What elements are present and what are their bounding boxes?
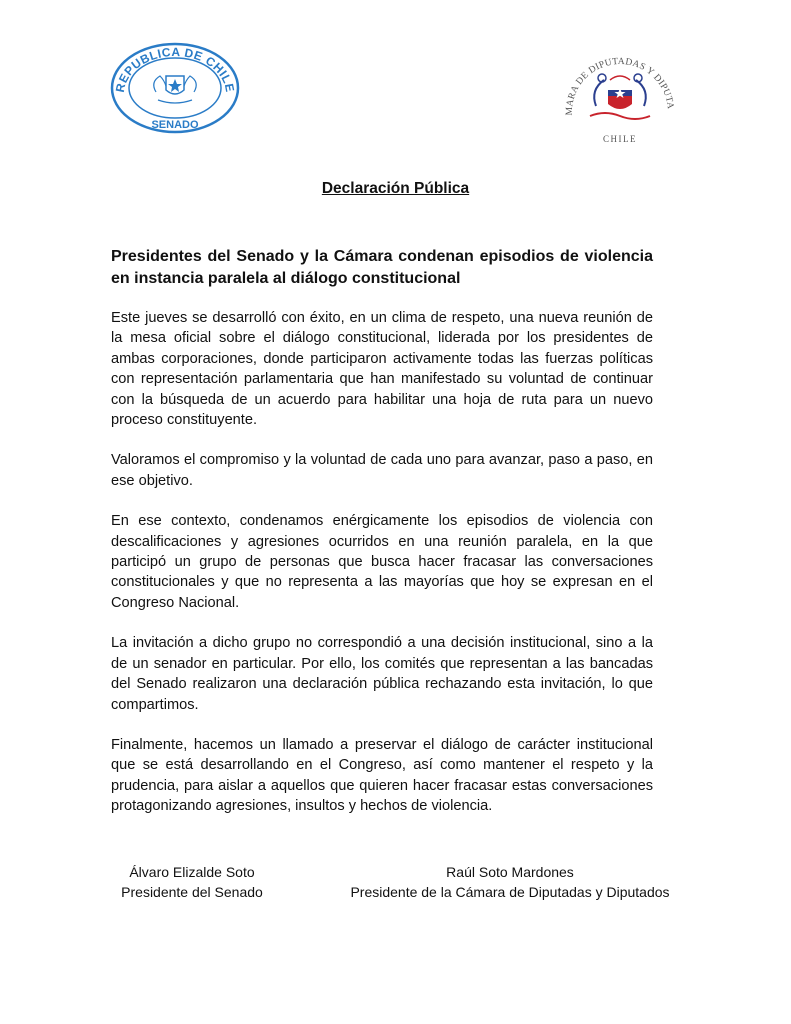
senado-seal-logo [110,42,240,134]
paragraph: Valoramos el compromiso y la voluntad de cada uno para avanzar, paso a paso, en ese objetivo. [111,452,653,489]
headline: Presidentes del Senado y la Cámara condenan episodios de violencia en instancia paralela al diálogo constitucional [111,248,653,287]
camara-seal-bottom-text: CHILE [603,134,637,144]
camara-seal-logo [560,46,680,146]
senado-seal-top-text: REPUBLICA DE CHILE [112,44,238,94]
coat-of-arms-icon [154,76,197,103]
coat-of-arms-icon [590,74,650,119]
senado-seal-bottom-text: SENADO [151,119,199,131]
paragraph: Este jueves se desarrolló con éxito, en un clima de respeto, una nueva reunión de la mesa oficial sobre el diálogo constitucional, liderada por los presidentes de ambas corporaciones, donde participaron activamente todas las fuerzas políticas con representación parlamentaria que han manifestado su voluntad de continuar con la búsqueda de un acuerdo para habilitar una hoja de ruta para un nuevo proceso constituyente. [111,310,653,429]
document-body [111,246,653,837]
signature-camara [340,862,680,902]
signatory-role: Presidente del Senado [121,884,263,900]
document-title: Declaración Pública [321,180,470,197]
paragraph: En ese contexto, condenamos enérgicamente los episodios de violencia con descalificaciones y agresiones ocurridos en una reunión paralela, en la que participó un grupo de personas que busca hacer fracasar las conversaciones constitucionales y que no representa a las mayorías que hoy se expresan en el Congreso Nacional. [111,513,653,611]
camara-seal-top-text: MARA DE DIPUTADAS Y DIPUTA [564,56,676,116]
signature-senado [92,862,292,902]
signatory-role: Presidente de la Cámara de Diputadas y Diputados [350,884,670,900]
paragraph: Finalmente, hacemos un llamado a preservar el diálogo de carácter institucional que se está desarrollando en el Congreso, así como mantener el respeto y la prudencia, para aislar a aquellos que quieren hacer fracasar estas conversaciones protagonizando agresiones, insultos y hechos de violencia. [111,736,653,815]
signatory-name: Raúl Soto Mardones [446,864,574,880]
signatory-name: Álvaro Elizalde Soto [129,864,255,880]
paragraph: La invitación a dicho grupo no correspondió a una decisión institucional, sino a la de un senador en particular. Por ello, los comités que representan a las bancadas del Senado realizaron una declaración pública rechazando esta invitación, lo que compartimos. [111,635,653,713]
